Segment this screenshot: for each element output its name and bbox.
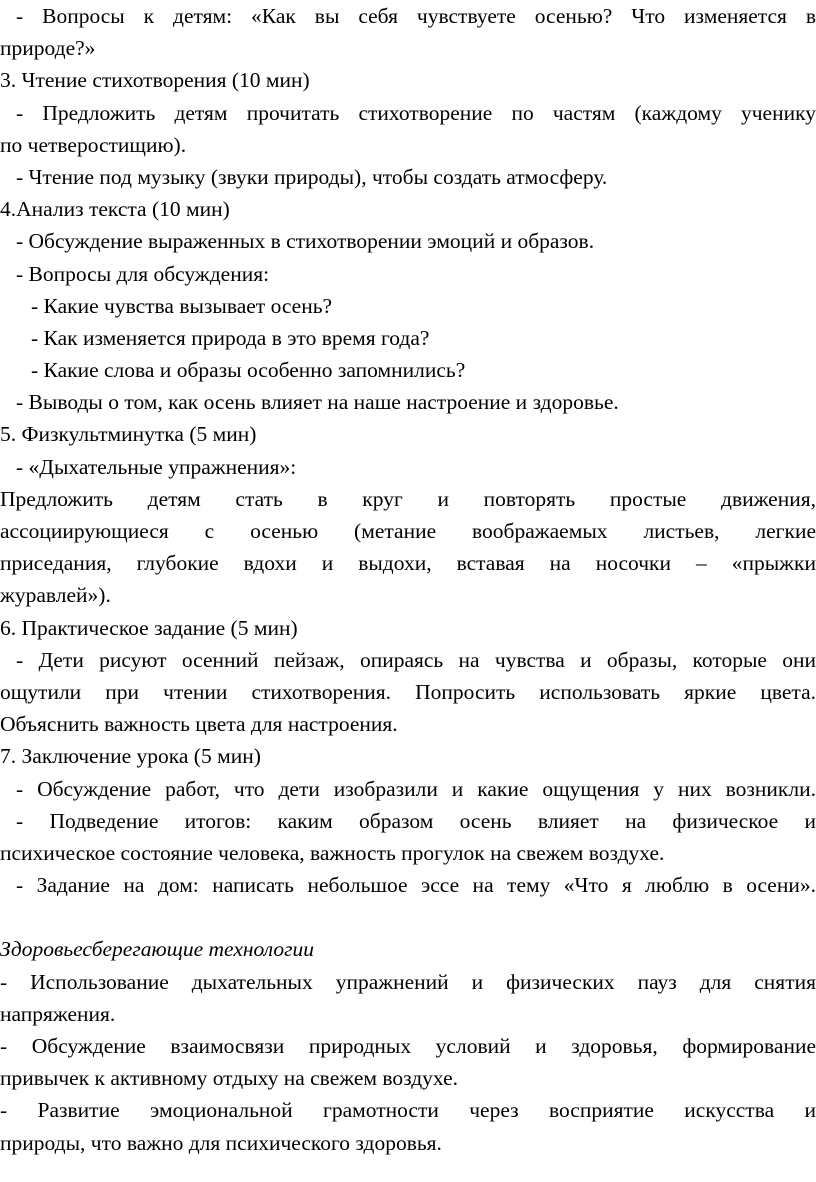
text-line: - Выводы о том, как осень влияет на наше настроение и здоровье. (16, 390, 619, 415)
text-line: - Развитие эмоциональной грамотности через восприятие искусства и (0, 1098, 816, 1123)
text-line: - Подведение итогов: каким образом осень влияет на физическое и (16, 808, 816, 833)
text-line: - Обсуждение работ, что дети изобразили и какие ощущения у них возникли. (16, 776, 816, 801)
text-line: - Обсуждение взаимосвязи природных условий и здоровья, формирование (0, 1034, 816, 1058)
text-line: природы, что важно для психического здоровья. (0, 1130, 442, 1155)
text-line: 5. Физкультминутка (5 мин) (0, 422, 257, 447)
text-line: ассоциирующиеся с осенью (метание воображаемых листьев, легкие (0, 519, 816, 543)
text-line: ощутили при чтении стихотворения. Попросить использовать яркие цвета. (0, 679, 816, 704)
text-line: по четверостищию). (0, 132, 187, 157)
text-line: - Задание на дом: написать небольшое эссе на тему «Что я люблю в осени». (16, 873, 816, 898)
section-heading: Здоровьесберегающие технологии (0, 937, 315, 962)
text-line: 7. Заключение урока (5 мин) (0, 744, 261, 769)
text-line: привычек к активному отдыху на свежем воздухе. (0, 1066, 459, 1091)
text-line: приседания, глубокие вдохи и выдохи, вставая на носочки – «прыжки (0, 551, 816, 576)
text-line: - Чтение под музыку (звуки природы), чтобы создать атмосферу. (16, 164, 608, 189)
text-line: - Вопросы для обсуждения: (16, 261, 270, 286)
text-line: 4.Анализ текста (10 мин) (0, 197, 230, 222)
text-line: - Вопросы к детям: «Как вы себя чувствуете осенью? Что изменяется в (16, 4, 816, 28)
text-line: напряжения. (0, 1001, 116, 1026)
text-line: - Какие чувства вызывает осень? (31, 293, 333, 318)
text-line: природе?» (0, 36, 96, 61)
text-line: Предложить детям стать в круг и повторять простые движения, (0, 486, 816, 511)
text-line: 6. Практическое задание (5 мин) (0, 615, 298, 640)
text-line: - Дети рисуют осенний пейзаж, опираясь на чувства и образы, которые они (16, 647, 816, 672)
text-line: - Обсуждение выраженных в стихотворении эмоций и образов. (16, 229, 595, 254)
text-line: - Использование дыхательных упражнений и физических пауз для снятия (0, 969, 816, 994)
text-line: 3. Чтение стихотворения (10 мин) (0, 68, 310, 93)
text-line: Объяснить важность цвета для настроения. (0, 712, 398, 737)
text-line: психическое состояние человека, важность прогулок на свежем воздухе. (0, 840, 665, 865)
text-line: - «Дыхательные упражнения»: (16, 454, 297, 479)
text-line: - Какие слова и образы особенно запомнились? (31, 358, 466, 383)
text-line: - Предложить детям прочитать стихотворение по частям (каждому ученику (16, 100, 816, 125)
blank-line (0, 901, 816, 933)
text-line: - Как изменяется природа в это время года? (31, 325, 430, 350)
text-line: журавлей»). (0, 583, 111, 608)
